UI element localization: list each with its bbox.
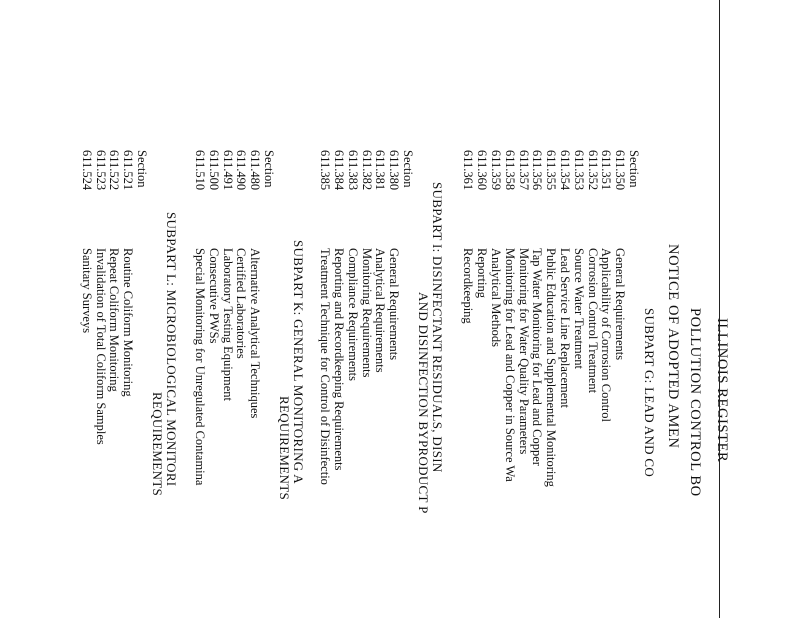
subpart-heading-continued: AND DISINFECTION BYPRODUCT P (416, 292, 431, 514)
section-number: 611.383 (345, 150, 360, 191)
section-number: 611.523 (93, 150, 108, 191)
section-number: 611.380 (387, 150, 402, 191)
board-header: POLLUTION CONTROL BO (687, 308, 703, 497)
section-title: Routine Coliform Monitoring (121, 248, 136, 397)
section-label: Section (262, 150, 276, 188)
subpart-heading: SUBPART K: GENERAL MONITORING A (291, 240, 306, 484)
section-titles (79, 248, 134, 445)
section-title: Certified Laboratories (234, 248, 249, 359)
section-numbers (192, 150, 261, 190)
section-title: Analytical Requirements (373, 248, 388, 373)
section-title: Sanitary Surveys (79, 248, 94, 334)
section-title: Tap Water Monitoring for Lead and Copper (530, 248, 545, 466)
section-title: Recordkeeping (461, 248, 476, 324)
section-label: Section (135, 150, 149, 188)
section-title: Lead Service Line Replacement (558, 248, 573, 408)
section-title: Repeat Coliform Monitoring (107, 248, 122, 392)
section-title: Monitoring for Water Quality Parameters (516, 248, 531, 455)
section-numbers (79, 150, 134, 190)
section-title: General Requirements (387, 248, 402, 361)
section-number: 611.384 (332, 150, 347, 191)
section-number: 611.350 (613, 150, 628, 191)
section-title: Corrosion Control Treatment (585, 248, 600, 394)
section-number: 611.354 (558, 150, 573, 191)
section-number: 611.358 (502, 150, 517, 191)
section-number: 611.521 (121, 150, 136, 191)
section-title: Invalidation of Total Coliform Samples (93, 248, 108, 445)
section-title: Special Monitoring for Unregulated Contamina (193, 248, 208, 486)
section-number: 611.491 (220, 150, 235, 191)
section-title: Consecutive PWSs (206, 248, 221, 344)
section-number: 611.522 (107, 150, 122, 191)
section-number: 611.355 (544, 150, 559, 191)
section-number: 611.382 (359, 150, 374, 191)
section-title: General Requirements (613, 248, 628, 361)
section-number: 611.361 (461, 150, 476, 191)
subpart-heading: SUBPART G: LEAD AND CO (642, 308, 657, 478)
section-number: 611.524 (79, 150, 94, 191)
section-title: Monitoring for Lead and Copper in Source Wa (502, 248, 517, 482)
section-title: Analytical Methods (489, 248, 504, 347)
section-number: 611.381 (373, 150, 388, 191)
notice-header: NOTICE OF ADOPTED AMEN (665, 244, 681, 449)
section-number: 611.359 (489, 150, 504, 191)
section-number: 611.357 (516, 150, 531, 191)
section-number: 611.480 (248, 150, 263, 191)
register-header: ILLINOIS REGISTER (714, 318, 730, 463)
section-numbers (317, 150, 400, 190)
section-title: Public Education and Supplemental Monitoring (544, 248, 559, 487)
section-titles (461, 248, 627, 487)
section-title: Source Water Treatment (571, 248, 586, 369)
section-number: 611.353 (571, 150, 586, 191)
subpart-heading: SUBPART I: DISINFECTANT RESIDUALS, DISIN (430, 182, 445, 473)
section-number: 611.352 (585, 150, 600, 191)
section-number: 611.510 (193, 150, 208, 191)
section-titles (317, 248, 400, 485)
section-title: Alternative Analytical Techniques (248, 248, 263, 419)
subpart-heading-continued: REQUIREMENTS (277, 396, 292, 500)
section-number: 611.351 (599, 150, 614, 191)
subpart-heading-continued: REQUIREMENTS (150, 392, 165, 496)
subpart-heading: SUBPART L: MICROBIOLOGICAL MONITORI (164, 212, 179, 487)
section-number: 611.500 (206, 150, 221, 191)
section-title: Reporting and Recordkeeping Requirements (332, 248, 347, 471)
section-label: Section (401, 150, 415, 188)
section-number: 611.360 (475, 150, 490, 191)
section-title: Compliance Requirements (345, 248, 360, 381)
section-title: Monitoring Requirements (359, 248, 374, 378)
section-number: 611.385 (318, 150, 333, 191)
header-rule (719, 0, 720, 618)
section-number: 611.356 (530, 150, 545, 191)
section-title: Laboratory Testing Equipment (220, 248, 235, 402)
section-titles (192, 248, 261, 485)
section-title: Applicability of Corrosion Control (599, 248, 614, 422)
section-title: Reporting (475, 248, 490, 298)
section-label: Section (627, 150, 641, 188)
section-title: Treatment Technique for Control of Disinfectio (318, 248, 333, 485)
section-number: 611.490 (234, 150, 249, 191)
section-numbers (461, 150, 627, 190)
